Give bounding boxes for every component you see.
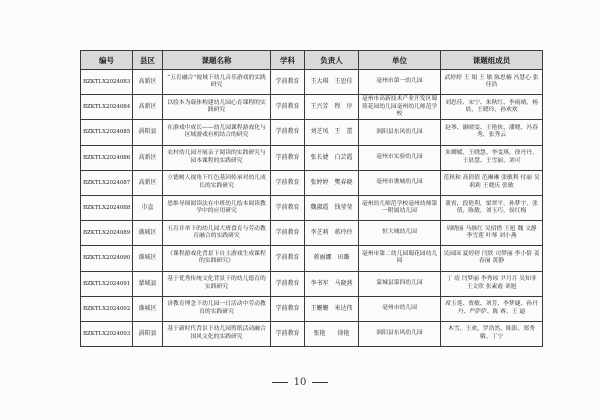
table-row: [81, 195, 543, 220]
table-row: [81, 70, 543, 95]
cell-members: 武婷婷 王 娟 王 敏 陈思楠 冯慧心 张佳浩: [441, 70, 543, 95]
cell-members: 周晓丽 马继红 吴招惜 王旭 魏 文静 李雪莲 叶琴 刘小燕: [441, 221, 543, 246]
cell-subject: 学前教育: [271, 221, 305, 246]
table-row: [81, 271, 543, 296]
header-district: 县区: [133, 51, 163, 70]
cell-code: BZKTLX2024086: [81, 145, 133, 170]
cell-subject: 学前教育: [271, 321, 305, 346]
project-table: [80, 50, 543, 347]
cell-title: 思维导图阅读法在中班幼儿绘本阅读教学中的应用研究: [163, 195, 271, 220]
table-row: [81, 221, 543, 246]
page-footer: [0, 377, 600, 388]
footer-dash-left: [272, 382, 288, 383]
cell-title: 在游戏中成长——幼儿园课程游戏化与区域游戏有机结合的研究: [163, 120, 271, 145]
cell-district: 蒙城县: [133, 271, 163, 296]
cell-leader: 张婷婷 樊春晓: [305, 170, 359, 195]
header-unit: 单位: [359, 51, 441, 70]
cell-district: 市直: [133, 195, 163, 220]
cell-district: 高新区: [133, 145, 163, 170]
cell-leader: 张艳 徐艳: [305, 321, 359, 346]
page-number: 10: [293, 377, 307, 388]
table-body: [81, 70, 543, 347]
cell-code: BZKTLX2024085: [81, 120, 133, 145]
table-header-row: [81, 51, 543, 70]
table-row: [81, 145, 543, 170]
cell-title: 《课程游戏化背景下自主游戏生成课程的实践研究》: [163, 246, 271, 271]
cell-district: 高新区: [133, 95, 163, 120]
cell-leader: 刘芝凤 王 蕾: [305, 120, 359, 145]
cell-district: 谯城区: [133, 246, 163, 271]
cell-title: 农村幼儿园开展亲子阅读的实践研究与园本课程的实践研究: [163, 145, 271, 170]
cell-unit: 亳州市实验幼儿园: [359, 145, 441, 170]
cell-subject: 学前教育: [271, 170, 305, 195]
cell-members: 朱卿媛、王晓慧、李雯琪、徐丹丹、王晨慧、王雪丽、刘可: [441, 145, 543, 170]
cell-unit: 亳州幼儿师范学校亳州幼师第一附属幼儿园: [359, 195, 441, 220]
cell-members: 丁 靖 闫梦丽 李秀琼 尹月月 吴知非 王文欣 张素霞 刘旭: [441, 271, 543, 296]
cell-title: 立德树人视角下红色基因传承对幼儿成长的实践研究: [163, 170, 271, 195]
table-row: [81, 296, 543, 321]
cell-leader: 魏淑霞 钱莹莹: [305, 195, 359, 220]
cell-leader: 王兴芳 程 序: [305, 95, 359, 120]
cell-unit: 蒙城县第四幼儿园: [359, 271, 441, 296]
header-leader: 负责人: [305, 51, 359, 70]
cell-members: 范秋和 高倩倩 范琳琳 张敏利 付丽 吴莉莉 王晓庆 张敏: [441, 170, 543, 195]
header-title: 课题名称: [163, 51, 271, 70]
cell-unit: 涡阳县东风幼儿园: [359, 321, 441, 346]
cell-district: 高新区: [133, 170, 163, 195]
cell-leader: 蒋丽娜 田璐: [305, 246, 359, 271]
cell-subject: 学前教育: [271, 120, 305, 145]
cell-unit: 亳州市第二幼儿园蜀花园幼儿园: [359, 246, 441, 271]
cell-subject: 学前教育: [271, 271, 305, 296]
cell-district: 涡阳县: [133, 321, 163, 346]
table-row: [81, 95, 543, 120]
cell-code: BZKTLX2024088: [81, 195, 133, 220]
cell-code: BZKTLX2024090: [81, 246, 133, 271]
cell-code: BZKTLX2024091: [81, 271, 133, 296]
cell-title: 以绘本为载体构建幼儿园心育课程的实践研究: [163, 95, 271, 120]
cell-subject: 学前教育: [271, 145, 305, 170]
cell-leader: 王姗姗 米达伟: [305, 296, 359, 321]
cell-title: 济教育理念下幼儿园一日活动中劳动教育的实践研究: [163, 296, 271, 321]
cell-title: 基于新时代背景下幼儿园剪纸活动融合国风文化的实践研究: [163, 321, 271, 346]
cell-subject: 学前教育: [271, 70, 305, 95]
cell-subject: 学前教育: [271, 246, 305, 271]
cell-members: 吴园园 夏婷婷 闫欣 司梦丽 李小倩 姜春丽 黄静: [441, 246, 543, 271]
cell-subject: 学前教育: [271, 95, 305, 120]
cell-members: 木雪、王欢、罗浩然、陈影、郑秀娥、丁宁: [441, 321, 543, 346]
header-code: 编号: [81, 51, 133, 70]
table-row: [81, 120, 543, 145]
cell-members: 赵琴、谢晴雯、王艳侠、潘晓、冯春秀、张秀云: [441, 120, 543, 145]
cell-leader: 王大琪 王思佳: [305, 70, 359, 95]
cell-unit: 亳州市谯城幼儿园: [359, 170, 441, 195]
table-row: [81, 170, 543, 195]
cell-leader: 李芝莉 蒋玲玲: [305, 221, 359, 246]
cell-title: 五育并举下的幼儿园大班食育与劳动教育融合的实践研究: [163, 221, 271, 246]
cell-code: BZKTLX2024087: [81, 170, 133, 195]
cell-district: 涡阳县: [133, 120, 163, 145]
cell-title: “五育融合”视域下幼儿音乐游戏的实践研究: [163, 70, 271, 95]
cell-code: BZKTLX2024084: [81, 95, 133, 120]
cell-code: BZKTLX2024089: [81, 221, 133, 246]
cell-leader: 李书军 马晓燕: [305, 271, 359, 296]
cell-code: BZKTLX2024092: [81, 296, 133, 321]
header-subject: 学科: [271, 51, 305, 70]
cell-unit: 涡阳县东风幼儿园: [359, 120, 441, 145]
cell-subject: 学前教育: [271, 195, 305, 220]
cell-unit: 亳州市高新技术产业开发区蜀荷花园幼儿园亳州幼儿师范学校: [359, 95, 441, 120]
cell-code: BZKTLX2024093: [81, 321, 133, 346]
cell-members: 刘思佳、宋宁、朱秋红、李雨晴、杨晨、王晓玲、孙欢欢: [441, 95, 543, 120]
table-row: [81, 321, 543, 346]
cell-district: 谯城区: [133, 296, 163, 321]
cell-unit: 亳州市第一幼儿园: [359, 70, 441, 95]
cell-code: BZKTLX2024083: [81, 70, 133, 95]
header-members: 课题组成员: [441, 51, 543, 70]
cell-unit: 恒大城幼儿园: [359, 221, 441, 246]
cell-subject: 学前教育: [271, 296, 305, 321]
cell-members: 董霄，段艳利，梁翠平，孙梦宇，张倩，陈敏，刘玉巧，侯红梅: [441, 195, 543, 220]
cell-district: 高新区: [133, 70, 163, 95]
cell-members: 席玉莲、贾敏、刘芳、李梦婕、孙丹丹、严萨萨、陈 赛、王 逼: [441, 296, 543, 321]
cell-unit: 亳州市幼儿园: [359, 296, 441, 321]
cell-leader: 张长婕 白芸霞: [305, 145, 359, 170]
table-row: [81, 246, 543, 271]
cell-title: 基于优秀传统文化背景下的幼儿德育的实践研究: [163, 271, 271, 296]
footer-dash-right: [312, 382, 328, 383]
cell-district: 谯城区: [133, 221, 163, 246]
